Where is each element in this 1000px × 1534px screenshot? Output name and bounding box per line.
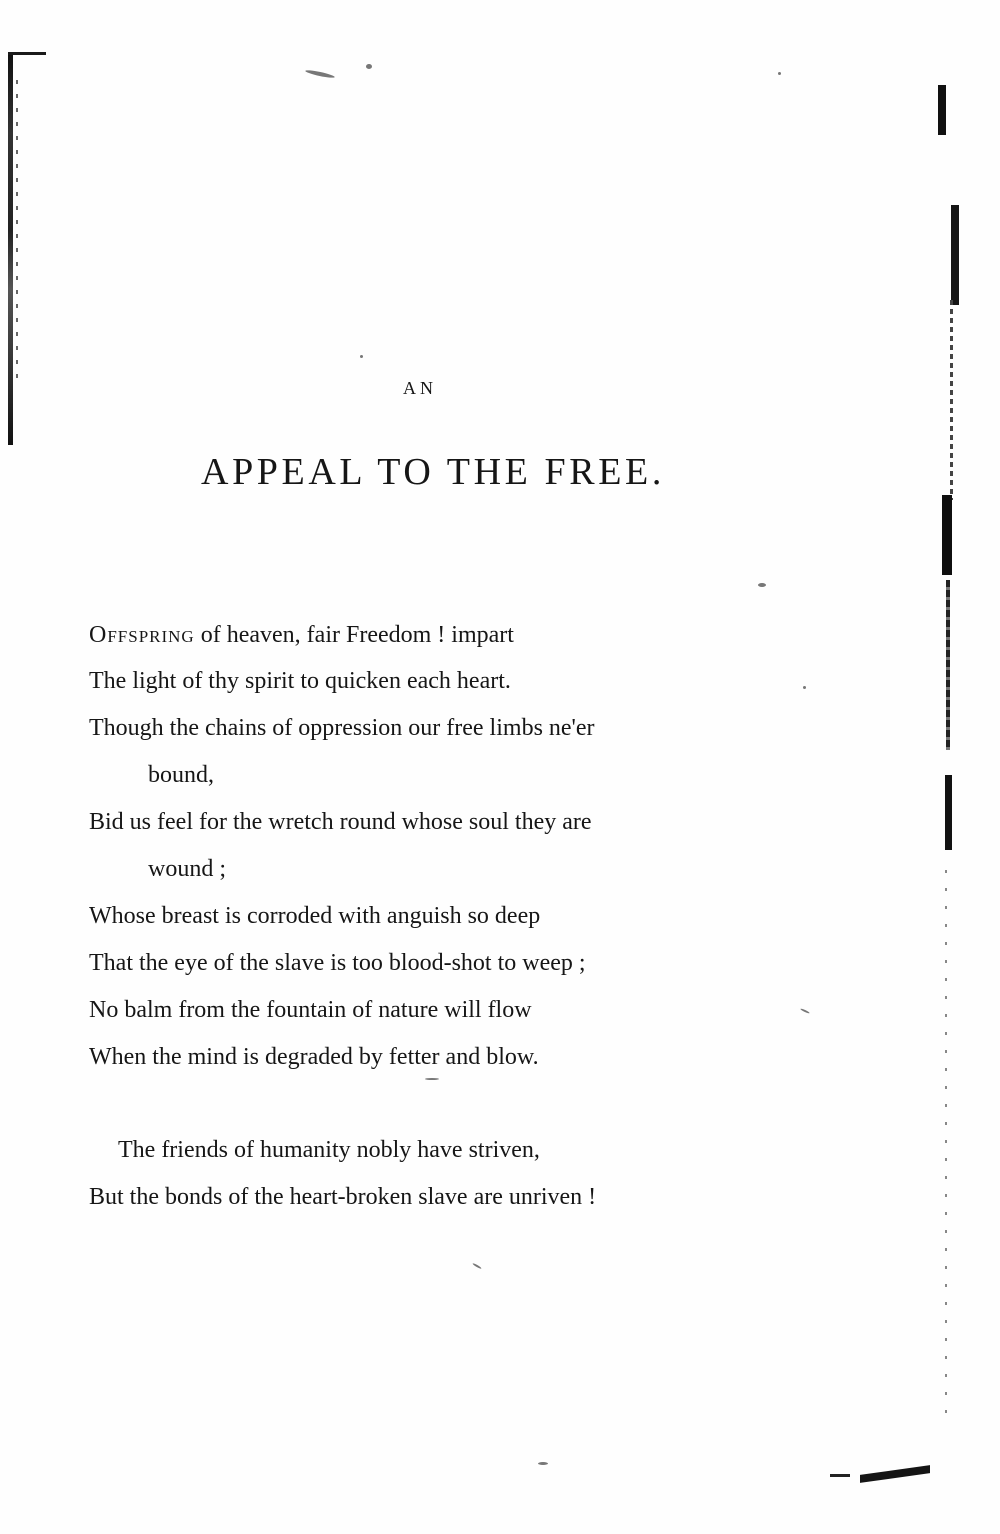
poem-line: Bid us feel for the wretch round whose soul they are [89,809,592,835]
scan-speck [360,355,363,358]
poem-line: No balm from the fountain of nature will flow [89,997,532,1023]
poem-line: But the bonds of the heart-broken slave are unriven ! [89,1184,597,1210]
scan-artifact [945,775,952,850]
scan-artifact [938,85,946,135]
poem-line: wound ; [148,856,226,882]
poem-line: Though the chains of oppression our free limbs ne'er [89,715,595,741]
scan-speck [758,583,766,587]
scan-speck [800,1008,810,1014]
scan-artifact [945,870,947,1420]
poem-drop-word: Offspring [89,622,195,648]
scan-artifact [946,580,950,750]
scan-artifact [830,1474,850,1477]
poem-line: When the mind is degraded by fetter and blow. [89,1044,539,1070]
poem-line [89,612,514,658]
scan-artifact [860,1465,930,1483]
poem-line-text: of heaven, fair Freedom ! impart [194,622,514,648]
scan-artifact [950,300,953,500]
poem-line: The friends of humanity nobly have striven, [118,1137,540,1163]
heading-prefix: AN [403,378,437,398]
scan-artifact [951,205,959,305]
poem-line: Whose breast is corroded with anguish so deep [89,903,541,929]
scan-speck [366,64,372,69]
scan-speck [803,686,806,689]
scan-artifact [942,495,952,575]
scan-artifact [16,80,18,380]
scan-speck [472,1263,482,1270]
poem-line: That the eye of the slave is too blood-shot to weep ; [89,950,586,976]
scan-speck [778,72,781,75]
poem-line: The light of thy spirit to quicken each heart. [89,668,511,694]
scan-artifact [8,52,46,55]
scan-speck [538,1462,548,1465]
scan-speck [305,69,335,79]
page-title: APPEAL TO THE FREE. [201,451,665,493]
poem-line: bound, [148,762,214,788]
